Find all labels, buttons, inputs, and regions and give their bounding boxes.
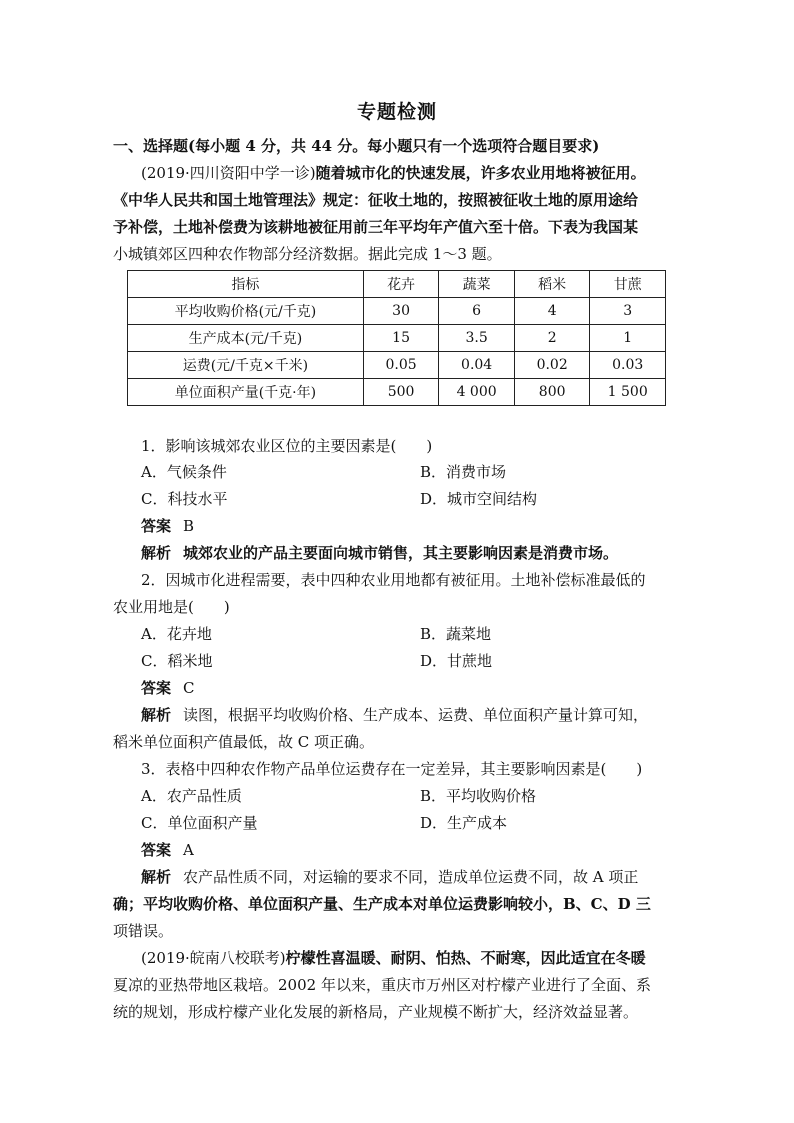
table-cell: 0.02 <box>514 352 590 379</box>
table-cell: 0.04 <box>439 352 515 379</box>
table-cell: 运费(元/千克×千米) <box>128 352 364 379</box>
q1-stem: 1．影响该城郊农业区位的主要因素是( ) <box>141 437 433 455</box>
table-header-cell: 指标 <box>128 271 364 298</box>
intro2-line3: 统的规划，形成柠檬产业化发展的新格局，产业规模不断扩大，经济效益显著。 <box>113 1003 639 1021</box>
table-cell: 3.5 <box>439 325 515 352</box>
q3-option-c: C．单位面积产量 <box>141 814 258 832</box>
table-cell: 30 <box>363 298 439 325</box>
crop-data-table <box>127 270 666 406</box>
table-header-cell: 甘蔗 <box>590 271 666 298</box>
table-row <box>128 379 666 406</box>
q2-analysis-line2: 稻米单位面积产值最低，故 C 项正确。 <box>113 733 375 751</box>
q3-stem: 3．表格中四种农作物产品单位运费存在一定差异，其主要影响因素是( ) <box>141 760 643 778</box>
answer-label: 答案 <box>141 841 172 859</box>
q2-option-b: B．蔬菜地 <box>420 625 492 643</box>
table-cell: 0.05 <box>363 352 439 379</box>
table-header-cell: 蔬菜 <box>439 271 515 298</box>
table-cell: 1 <box>590 325 666 352</box>
q2-option-c: C．稻米地 <box>141 652 213 670</box>
table-cell: 800 <box>514 379 590 406</box>
q3-option-d: D．生产成本 <box>420 814 508 832</box>
analysis-text: 读图，根据平均收购价格、生产成本、运费、单位面积产量计算可知， <box>183 706 649 724</box>
q1-option-a: A．气候条件 <box>141 463 227 481</box>
intro2-line1 <box>141 948 711 968</box>
q1-answer <box>141 516 711 536</box>
q3-options-row1 <box>141 786 711 806</box>
page-title: 专题检测 <box>356 101 437 123</box>
q3-analysis-line2: 确；平均收购价格、单位面积产量、生产成本对单位运费影响较小，B、C、D 三 <box>113 895 651 913</box>
table-row <box>128 298 666 325</box>
table-header-row <box>128 271 666 298</box>
q2-option-a: A．花卉地 <box>141 625 212 643</box>
intro1-line2: 《中华人民共和国土地管理法》规定：征收土地的，按照被征收土地的原用途给 <box>113 191 639 209</box>
table-cell: 4 <box>514 298 590 325</box>
q2-answer <box>141 678 711 698</box>
q3-option-a: A．农产品性质 <box>141 787 242 805</box>
q3-analysis-line3: 项错误。 <box>113 922 174 940</box>
analysis-label: 解析 <box>141 544 172 562</box>
table-row <box>128 352 666 379</box>
q1-option-b: B．消费市场 <box>420 463 507 481</box>
q3-option-b: B．平均收购价格 <box>420 787 537 805</box>
table-cell: 500 <box>363 379 439 406</box>
q1-option-c: C．科技水平 <box>141 490 228 508</box>
analysis-label: 解析 <box>141 868 172 886</box>
table-cell: 6 <box>439 298 515 325</box>
table-cell: 生产成本(元/千克) <box>128 325 364 352</box>
answer-value: B <box>183 517 195 535</box>
table-cell: 0.03 <box>590 352 666 379</box>
q1-analysis <box>141 543 711 563</box>
intro1-source: (2019·四川资阳中学一诊) <box>141 164 316 182</box>
section-heading: 一、选择题(每小题 4 分，共 44 分。每小题只有一个选项符合题目要求) <box>113 137 600 155</box>
intro2-text: 柠檬性喜温暖、耐阴、怕热、不耐寒，因此适宜在冬暖 <box>285 949 646 967</box>
q1-option-d: D．城市空间结构 <box>420 490 538 508</box>
table-cell: 2 <box>514 325 590 352</box>
q3-analysis-line1 <box>141 867 711 887</box>
q3-answer <box>141 840 711 860</box>
q1-options-row2 <box>141 489 711 509</box>
q2-stem-line1: 2．因城市化进程需要，表中四种农业用地都有被征用。土地补偿标准最低的 <box>141 571 646 589</box>
analysis-label: 解析 <box>141 706 172 724</box>
q2-option-d: D．甘蔗地 <box>420 652 493 670</box>
intro2-line2: 夏凉的亚热带地区栽培。2002 年以来，重庆市万州区对柠檬产业进行了全面、系 <box>113 976 651 994</box>
intro2-source: (2019·皖南八校联考) <box>141 949 286 967</box>
analysis-text: 农产品性质不同，对运输的要求不同，造成单位运费不同，故 A 项正 <box>183 868 639 886</box>
table-header-cell: 稻米 <box>514 271 590 298</box>
q2-analysis-line1 <box>141 705 711 725</box>
table-cell: 单位面积产量(千克·年) <box>128 379 364 406</box>
intro1-text: 随着城市化的快速发展，许多农业用地将被征用。 <box>315 164 646 182</box>
q2-options-row1 <box>141 624 711 644</box>
table-cell: 4 000 <box>439 379 515 406</box>
table-row <box>128 325 666 352</box>
analysis-text: 城郊农业的产品主要面向城市销售，其主要影响因素是消费市场。 <box>183 544 619 562</box>
table-cell: 1 500 <box>590 379 666 406</box>
answer-value: A <box>183 841 194 859</box>
table-cell: 15 <box>363 325 439 352</box>
intro1-line1 <box>141 163 711 183</box>
answer-label: 答案 <box>141 679 172 697</box>
q2-stem-line2: 农业用地是( ) <box>113 598 230 616</box>
table-cell: 3 <box>590 298 666 325</box>
q1-options-row1 <box>141 462 711 482</box>
intro1-line4: 小城镇郊区四种农作物部分经济数据。据此完成 1～3 题。 <box>113 245 502 263</box>
intro1-line3: 予补偿，土地补偿费为该耕地被征用前三年平均年产值六至十倍。下表为我国某 <box>113 218 639 236</box>
q2-options-row2 <box>141 651 711 671</box>
q3-options-row2 <box>141 813 711 833</box>
table-cell: 平均收购价格(元/千克) <box>128 298 364 325</box>
table-header-cell: 花卉 <box>363 271 439 298</box>
answer-label: 答案 <box>141 517 172 535</box>
answer-value: C <box>183 679 195 697</box>
